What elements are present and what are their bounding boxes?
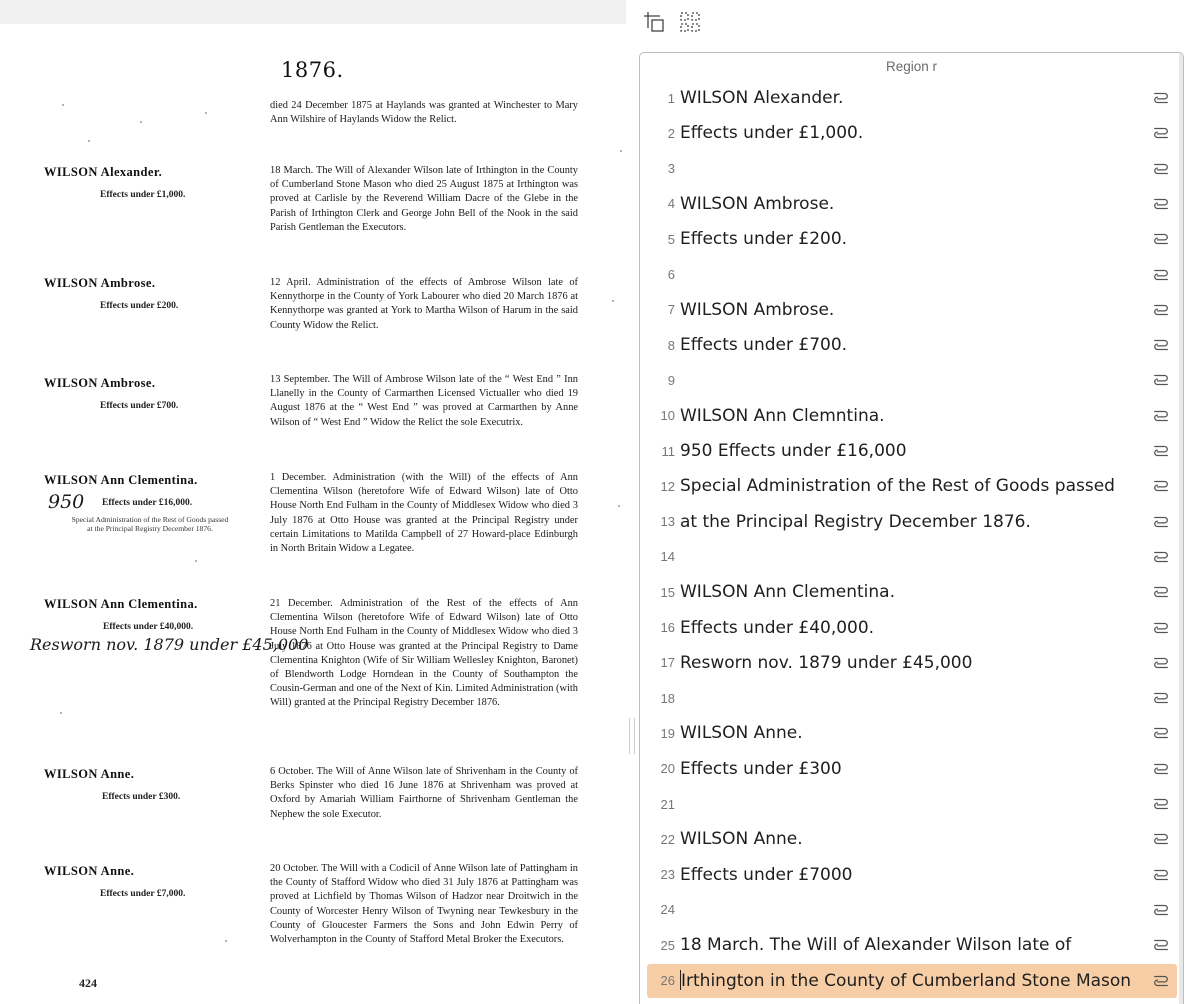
scan-speck <box>620 150 622 152</box>
add-region-icon[interactable] <box>640 8 668 36</box>
transcription-line[interactable] <box>647 187 1177 221</box>
transcription-line[interactable] <box>647 928 1177 962</box>
line-text-input[interactable]: at the Principal Registry December 1876. <box>680 511 1031 532</box>
line-text-input[interactable]: Effects under £200. <box>680 229 848 250</box>
transcription-line[interactable] <box>647 469 1177 503</box>
transcription-line[interactable] <box>647 363 1177 397</box>
link-line-icon[interactable] <box>1151 935 1171 955</box>
line-text-input[interactable]: 950 Effects under £16,000 <box>680 441 907 461</box>
entry-name: WILSON Ann Clementina. <box>44 473 198 487</box>
transcription-line[interactable] <box>647 293 1177 327</box>
line-number: 15 <box>660 584 675 600</box>
line-number: 23 <box>660 867 675 883</box>
transcription-line[interactable] <box>647 152 1177 186</box>
transcription-line[interactable] <box>647 822 1177 856</box>
entry-text: 20 October. The Will with a Codicil of Anne Wilson late of Pattingham in the County of Stafford Widow who died 31 July 1876 at Pattingham was proved at Lichfield by Thomas Wilson of Hadzor near Droitwich in the County of Worcester Henry Wilson of Twyning near Tewkesbury in the County of Gloucester Farmers the Sons and John Edwin Perry of Wolverhampton in the County of Stafford Metal Broker the Executors. <box>270 863 578 946</box>
link-line-icon[interactable] <box>1151 759 1171 779</box>
link-line-icon[interactable] <box>1151 123 1171 143</box>
entry-name: WILSON Anne. <box>44 767 135 781</box>
link-line-icon[interactable] <box>1151 723 1171 743</box>
line-number: 18 <box>660 690 675 706</box>
line-text-input[interactable]: WILSON Ambrose. <box>680 299 835 320</box>
entry-text: 13 September. The Will of Ambrose Wilson late of the “ West End ” Inn Llanelly in the County of Carmarthen Licensed Victualler who died 19 August 1876 at the “ West End ” was proved at Carmarthen by Anne Wilson of “ West End ” Widow the Relict the sole Executrix. <box>270 374 578 428</box>
entry-note: Special Administration of the Rest of Goods passed at the Principal Registry December 1876. <box>71 515 229 533</box>
entry-text: 1 December. Administration (with the Will) of the effects of Ann Clementina Wilson (heretofore Wife of Edward Wilson) late of Otto House North End Fulham in the County of Middlesex Widow who died 3 July 1876 at Otto House was granted at the Principal Registry under certain Limitations to Matilda Campbell of 27 Howard-place Edinburgh in North Britain Widow a Legatee. <box>270 472 578 555</box>
line-text-input[interactable] <box>680 970 1151 991</box>
line-number: 7 <box>667 302 675 318</box>
line-number: 2 <box>667 125 675 141</box>
line-text-input[interactable]: WILSON Ann Clementina. <box>680 582 895 603</box>
line-number: 6 <box>667 267 675 282</box>
transcription-line[interactable] <box>647 893 1177 927</box>
transcription-line[interactable] <box>647 222 1177 256</box>
line-number: 5 <box>667 231 675 247</box>
transcription-line[interactable] <box>647 716 1177 750</box>
transcription-line[interactable] <box>647 681 1177 715</box>
line-text-input[interactable]: WILSON Ann Clemntina. <box>680 405 885 426</box>
region-title: Region r <box>885 59 938 74</box>
line-text-input[interactable]: Effects under £7000 <box>680 864 853 885</box>
entry-effects: Effects under £200. <box>100 301 179 311</box>
link-line-icon[interactable] <box>1151 370 1171 390</box>
transcription-line[interactable] <box>647 646 1177 680</box>
line-number: 25 <box>660 937 675 953</box>
link-line-icon[interactable] <box>1151 159 1171 179</box>
split-divider[interactable] <box>626 0 638 1003</box>
line-text-input[interactable]: Special Administration of the Rest of Goods passed <box>680 476 1115 497</box>
entry-name: WILSON Alexander. <box>44 165 163 179</box>
scan-speck <box>195 560 197 562</box>
link-line-icon[interactable] <box>1151 900 1171 920</box>
line-number: 1 <box>667 90 675 106</box>
line-text-input[interactable]: Effects under £700. <box>680 335 848 356</box>
entry-text: 21 December. Administration of the Rest of the effects of Ann Clementina Wilson (heretofore Wife of Edward Wilson) late of Otto House North End Fulham in the County of Middlesex Widow who died 3 July 1876 at Otto House was granted at the Principal Registry to Dame Clementina Knighton (Wife of Sir William Wellesley Knighton, Baronet) of Blendworth Lodge Horndean in the County of Southampton the Cousin-German and one of the Next of Kin. Limited Administration (with Will) granted at the Principal Registry December 1876. <box>270 598 578 709</box>
link-line-icon[interactable] <box>1151 971 1171 991</box>
link-line-icon[interactable] <box>1151 265 1171 285</box>
link-line-icon[interactable] <box>1151 653 1171 673</box>
page-number: 424 <box>79 976 97 990</box>
link-line-icon[interactable] <box>1151 794 1171 814</box>
line-number: 12 <box>660 478 675 494</box>
line-text-input[interactable]: WILSON Anne. <box>680 829 803 850</box>
line-number: 9 <box>667 372 675 388</box>
link-line-icon[interactable] <box>1151 476 1171 496</box>
entry-name: WILSON Ambrose. <box>44 276 156 290</box>
line-number: 13 <box>660 514 675 530</box>
line-number: 10 <box>660 408 675 424</box>
entry-name: WILSON Ambrose. <box>44 376 156 390</box>
transcription-line[interactable] <box>647 399 1177 433</box>
link-line-icon[interactable] <box>1151 688 1171 708</box>
entry-effects: Effects under £7,000. <box>100 889 186 899</box>
line-text-input[interactable]: WILSON Alexander. <box>680 88 844 108</box>
entry-name: WILSON Ann Clementina. <box>44 597 198 611</box>
line-text-input[interactable]: 18 March. The Will of Alexander Wilson late of <box>680 935 1072 956</box>
transcription-panel <box>639 52 1184 1004</box>
link-line-icon[interactable] <box>1151 300 1171 320</box>
link-line-icon[interactable] <box>1151 335 1171 355</box>
line-number: 14 <box>660 549 675 565</box>
link-line-icon[interactable] <box>1151 582 1171 602</box>
line-number: 4 <box>667 196 675 212</box>
scan-speck <box>225 940 227 942</box>
link-line-icon[interactable] <box>1151 229 1171 249</box>
transcription-line[interactable] <box>647 787 1177 821</box>
line-text-input[interactable]: Effects under £40,000. <box>680 617 875 638</box>
transcription-line[interactable] <box>647 964 1177 998</box>
transcription-line[interactable] <box>647 611 1177 645</box>
line-number: 22 <box>660 831 675 847</box>
scan-speck <box>140 121 142 123</box>
line-text-input[interactable]: WILSON Ambrose. <box>680 193 835 214</box>
line-number: 26 <box>660 973 675 988</box>
line-text: Irthington in the County of Cumberland Stone Mason <box>681 971 1132 991</box>
panel-scrollbar[interactable] <box>1179 53 1183 1004</box>
transcription-line[interactable] <box>647 540 1177 574</box>
entry-effects: Effects under £16,000. <box>102 498 193 508</box>
line-number: 19 <box>660 725 675 741</box>
entry-name: WILSON Anne. <box>44 864 135 878</box>
line-number: 11 <box>661 443 675 459</box>
line-number: 3 <box>667 161 675 177</box>
transcription-line[interactable] <box>647 434 1177 468</box>
entry-effects: Effects under £1,000. <box>100 190 186 200</box>
link-line-icon[interactable] <box>1151 865 1171 885</box>
line-text-input[interactable]: Effects under £1,000. <box>680 123 864 144</box>
scan-speck <box>60 712 62 714</box>
entry-text: 12 April. Administration of the effects of Ambrose Wilson late of Kennythorpe in the County of York Labourer who died 20 March 1876 at Kennythorpe was granted at York to Martha Wilson of Harum in the said County Widow the Relict. <box>270 277 578 331</box>
line-text-input[interactable]: Effects under £300 <box>680 758 842 779</box>
link-line-icon[interactable] <box>1151 829 1171 849</box>
link-line-icon[interactable] <box>1151 618 1171 638</box>
handwritten-annotation: Resworn nov. 1879 under £45,000 <box>30 635 309 654</box>
link-line-icon[interactable] <box>1151 88 1171 108</box>
scan-speck <box>612 300 614 302</box>
line-number: 21 <box>660 796 675 812</box>
line-number: 20 <box>660 761 675 777</box>
select-regions-icon[interactable] <box>676 8 704 36</box>
transcription-line[interactable] <box>647 858 1177 892</box>
link-line-icon[interactable] <box>1151 441 1171 461</box>
transcription-line[interactable] <box>647 505 1177 539</box>
transcription-line[interactable] <box>647 258 1177 292</box>
line-text-input[interactable]: Resworn nov. 1879 under £45,000 <box>680 652 973 673</box>
divider-grip[interactable] <box>629 718 635 754</box>
scan-speck <box>205 112 207 114</box>
entry-text: 6 October. The Will of Anne Wilson late of Shrivenham in the County of Berks Spinster who died 16 June 1876 at Shrivenham was proved at Oxford by Amariah William Fairthorne of Shrivenham Gentleman the Nephew the sole Executor. <box>270 766 578 820</box>
entry-effects: Effects under £700. <box>100 401 179 411</box>
transcription-line[interactable] <box>647 575 1177 609</box>
link-line-icon[interactable] <box>1151 406 1171 426</box>
image-top-strip <box>0 0 626 24</box>
document-year: 1876. <box>281 58 344 82</box>
entry-effects: Effects under £40,000. <box>103 622 194 632</box>
handwritten-annotation: 950 <box>48 491 85 513</box>
transcription-line[interactable] <box>647 328 1177 362</box>
link-line-icon[interactable] <box>1151 512 1171 532</box>
transcription-line[interactable] <box>647 81 1177 115</box>
link-line-icon[interactable] <box>1151 194 1171 214</box>
entry-effects: Effects under £300. <box>102 792 181 802</box>
transcription-line[interactable] <box>647 752 1177 786</box>
entry-text: 18 March. The Will of Alexander Wilson late of Irthington in the County of Cumberland Stone Mason who died 25 August 1875 at Irthington was proved at Carlisle by the Reverend William Dacre of the Glebe in the Parish of Irthington Clerk and George John Bell of the Nook in the said Parish Gentleman the Executors. <box>270 165 578 233</box>
transcription-line[interactable] <box>647 116 1177 150</box>
continuation-text: died 24 December 1875 at Haylands was granted at Winchester to Mary Ann Wilshire of Haylands Widow the Relict. <box>270 100 578 126</box>
line-text-input[interactable]: WILSON Anne. <box>680 723 803 744</box>
line-number: 8 <box>667 337 675 353</box>
scan-speck <box>62 104 64 106</box>
line-number: 17 <box>660 655 675 671</box>
link-line-icon[interactable] <box>1151 547 1171 567</box>
line-number: 24 <box>660 902 675 918</box>
scan-speck <box>618 505 620 507</box>
scan-speck <box>88 140 90 142</box>
line-number: 16 <box>660 620 675 635</box>
